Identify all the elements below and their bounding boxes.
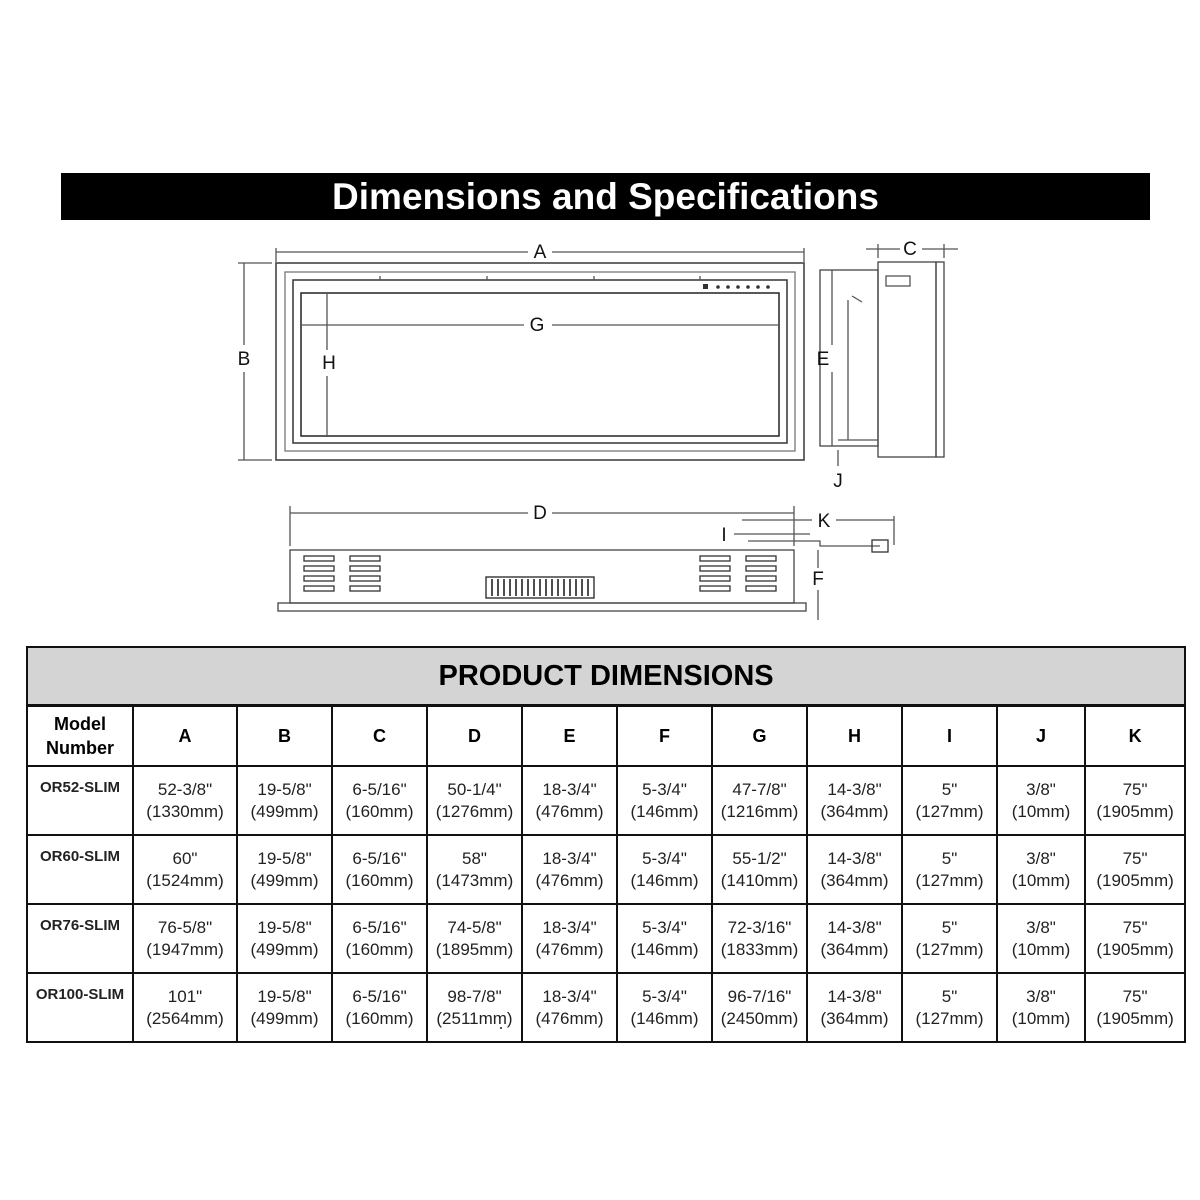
dimension-cell [1085,835,1185,904]
header-g: G [712,706,807,767]
dimension-inches: 3/8" [1026,986,1056,1006]
dimension-cell [902,766,997,835]
dimension-inches: 6-5/16" [352,917,407,937]
dimension-cell [807,904,902,973]
dimension-mm: (499mm) [250,870,319,890]
dimension-cell [617,766,712,835]
dim-label-g: G [529,315,545,336]
side-view-drawing [820,244,958,466]
dimension-inches: 76-5/8" [157,917,213,937]
dimension-inches: 18-3/4" [542,779,597,799]
dimension-mm: (127mm) [915,939,984,959]
dimension-cell [902,973,997,1042]
dimension-mm: (160mm) [345,870,414,890]
dimension-cell [997,766,1085,835]
dimension-inches: 3/8" [1026,848,1056,868]
table-row [27,766,1185,835]
dimension-mm: (1410mm) [720,870,799,890]
dim-label-k: K [817,511,831,532]
dimension-mm: (1905mm) [1096,939,1174,959]
dimension-mm: (476mm) [535,939,604,959]
dimension-cell [807,973,902,1042]
top-view-drawing [278,506,894,620]
dimension-mm: (499mm) [250,1008,319,1028]
dimension-cell [133,973,237,1042]
page-title: Dimensions and Specifications [332,175,879,217]
dimension-cell [133,835,237,904]
dimension-cell [522,973,617,1042]
dimension-cell [237,835,332,904]
dimension-mm: (10mm) [1011,801,1071,821]
dimension-mm: (364mm) [820,1008,889,1028]
header-k: K [1085,706,1185,767]
control-panel-buttons-icon [703,284,770,289]
dimension-cell [522,904,617,973]
fireplace-dimension-diagram [0,225,1200,635]
dimension-inches: 14-3/8" [827,917,882,937]
dimension-inches: 55-1/2" [732,848,787,868]
dimension-mm: (10mm) [1011,870,1071,890]
dimension-inches: 5" [941,917,958,937]
dimension-mm: (476mm) [535,801,604,821]
dimension-inches: 75" [1122,848,1148,868]
dimension-mm: (1895mm) [435,939,514,959]
header-i: I [902,706,997,767]
dimension-mm: (1905mm) [1096,1008,1174,1028]
dimension-mm: (2450mm) [720,1008,799,1028]
dimension-inches: 5-3/4" [642,986,687,1006]
dimension-mm: (160mm) [345,1008,414,1028]
dimension-mm: (146mm) [630,801,699,821]
model-number-cell: OR60-SLIM [27,835,133,904]
model-number-cell: OR100-SLIM [27,973,133,1042]
product-dimensions-table [26,646,1186,1043]
dim-label-i: I [721,525,727,546]
dim-label-h: H [322,353,336,374]
dimension-cell [427,904,522,973]
header-h: H [807,706,902,767]
dimension-inches: 5" [941,848,958,868]
product-dimensions-table-wrapper [26,646,1184,1043]
dimension-inches: 50-1/4" [447,779,502,799]
dimension-inches: 96-7/16" [727,986,792,1006]
dimension-inches: 19-5/8" [257,986,312,1006]
model-number-cell: OR76-SLIM [27,904,133,973]
dimension-cell [617,973,712,1042]
table-body [27,766,1185,1042]
dimension-inches: 6-5/16" [352,848,407,868]
dimension-mm: (364mm) [820,939,889,959]
header-j: J [997,706,1085,767]
dimension-mm: (499mm) [250,939,319,959]
dimension-mm: (2511mm) [436,1008,513,1028]
header-model-number: Model Number [27,706,133,767]
dimension-cell [617,835,712,904]
dimension-inches: 60" [172,848,198,868]
dimension-inches: 75" [1122,779,1148,799]
table-title: PRODUCT DIMENSIONS [27,647,1185,706]
dimension-mm: (2564mm) [146,1008,224,1028]
dimension-inches: 14-3/8" [827,986,882,1006]
dimension-mm: (160mm) [345,801,414,821]
dimension-cell [332,904,427,973]
dimension-cell [1085,973,1185,1042]
dimension-cell [133,904,237,973]
dimension-inches: 5-3/4" [642,917,687,937]
dimension-inches: 98-7/8" [447,986,502,1006]
dimension-mm: (127mm) [915,870,984,890]
header-b: B [237,706,332,767]
dimension-inches: 5" [941,986,958,1006]
dimension-inches: 5-3/4" [642,848,687,868]
dimension-cell [1085,766,1185,835]
dimension-mm: (1276mm) [435,801,514,821]
dimension-mm: (146mm) [630,1008,699,1028]
dimension-inches: 52-3/8" [157,779,213,799]
dimension-mm: (364mm) [820,870,889,890]
dimension-cell [902,904,997,973]
dimension-cell [237,766,332,835]
dimension-cell [807,766,902,835]
dimension-inches: 58" [462,848,487,868]
dimension-cell [427,973,522,1042]
dimension-mm: (10mm) [1011,939,1071,959]
dimension-mm: (160mm) [345,939,414,959]
dimension-mm: (146mm) [630,870,699,890]
dimension-mm: (476mm) [535,1008,604,1028]
dimension-mm: (127mm) [915,1008,984,1028]
dimension-inches: 101" [167,986,203,1006]
dimension-mm: (1330mm) [146,801,224,821]
dimension-inches: 6-5/16" [352,779,407,799]
dimension-mm: (499mm) [250,801,319,821]
header-e: E [522,706,617,767]
dimension-mm: (1905mm) [1096,870,1174,890]
dimension-cell [902,835,997,904]
dimension-mm: (1833mm) [720,939,799,959]
dimension-inches: 19-5/8" [257,848,312,868]
dimension-mm: (1473mm) [435,870,514,890]
dimension-mm: (1524mm) [146,870,224,890]
dimension-cell [997,904,1085,973]
dimension-inches: 18-3/4" [542,986,597,1006]
header-d: D [427,706,522,767]
dimension-cell [1085,904,1185,973]
dimension-inches: 19-5/8" [257,779,312,799]
header-c: C [332,706,427,767]
dimension-cell [332,766,427,835]
dimension-cell [427,835,522,904]
dimension-cell [427,766,522,835]
dimension-cell [997,835,1085,904]
dimension-cell [712,904,807,973]
dimension-mm: (146mm) [630,939,699,959]
dimension-inches: 3/8" [1026,917,1056,937]
dimension-mm: (1905mm) [1096,801,1174,821]
dim-label-a: A [533,242,547,263]
dimension-inches: 75" [1122,917,1148,937]
dimension-cell [332,835,427,904]
dimension-cell [133,766,237,835]
dimension-mm: (476mm) [535,870,604,890]
dimension-cell [712,835,807,904]
dim-label-j: J [833,471,843,492]
dimension-inches: 3/8" [1026,779,1056,799]
dimension-cell [617,904,712,973]
dimension-cell [522,835,617,904]
table-row [27,904,1185,973]
dimension-inches: 72-3/16" [727,917,792,937]
model-number-cell: OR52-SLIM [27,766,133,835]
dimension-inches: 18-3/4" [542,848,597,868]
dim-label-e: E [816,349,830,370]
dimension-inches: 75" [1122,986,1148,1006]
header-f: F [617,706,712,767]
dimension-inches: 18-3/4" [542,917,597,937]
dimension-mm: (1216mm) [720,801,799,821]
dimension-cell [332,973,427,1042]
dim-label-b: B [237,349,251,370]
dimension-inches: 6-5/16" [352,986,407,1006]
stray-dot [500,1027,502,1029]
dimension-cell [237,904,332,973]
dim-label-d: D [533,503,547,524]
dimension-inches: 14-3/8" [827,779,882,799]
dimension-inches: 14-3/8" [827,848,882,868]
dimension-inches: 5" [941,779,958,799]
dimension-inches: 19-5/8" [257,917,312,937]
table-row [27,973,1185,1042]
dim-label-c: C [903,239,917,260]
dimension-mm: (127mm) [915,801,984,821]
table-header-row [27,706,1185,767]
header-a: A [133,706,237,767]
dimension-inches: 74-5/8" [447,917,502,937]
dimension-cell [522,766,617,835]
dimension-cell [712,973,807,1042]
table-row [27,835,1185,904]
dimension-cell [807,835,902,904]
dimension-cell [712,766,807,835]
dim-label-f: F [812,569,824,590]
dimension-mm: (364mm) [820,801,889,821]
dimension-inches: 47-7/8" [732,779,787,799]
dimension-mm: (1947mm) [146,939,224,959]
dimension-inches: 5-3/4" [642,779,687,799]
dimension-cell [237,973,332,1042]
page-title-banner [61,173,1150,220]
dimension-mm: (10mm) [1011,1008,1071,1028]
dimension-cell [997,973,1085,1042]
